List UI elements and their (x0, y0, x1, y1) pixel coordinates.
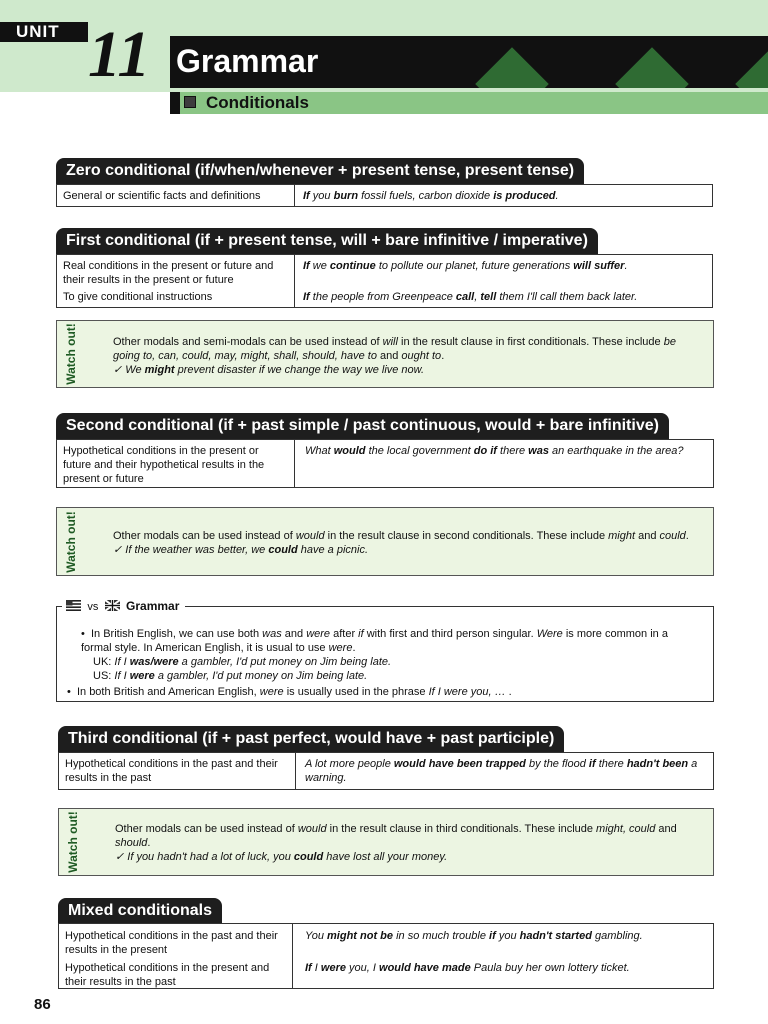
grammar-box-title (62, 598, 185, 615)
second-use: Hypothetical conditions in the present or future and their hypothetical results in the present or future (63, 445, 265, 485)
mixed-conditionals-table (58, 923, 714, 989)
us-flag-icon (66, 600, 81, 611)
first-conditional-heading: First conditional (if + present tense, will + bare infinitive / imperative) (56, 228, 598, 254)
watch-out-sidebar (57, 321, 85, 387)
unit-number: 11 (88, 18, 151, 91)
mixed-use-1: Hypothetical conditions in the past and their results in the present (65, 930, 278, 956)
watch-out-text: Other modals can be used instead of would in the result clause in second conditionals. These include might and could. (113, 530, 689, 542)
unit-label: UNIT (0, 22, 88, 42)
third-conditional-table (58, 752, 714, 790)
watch-out-example: ✓ If the weather was better, we could have a picnic. (113, 544, 369, 556)
zero-conditional-table (56, 184, 713, 207)
watch-out-box (56, 320, 714, 388)
zero-example: If you burn fossil fuels, carbon dioxide is produced. (303, 190, 559, 202)
title-bar (170, 36, 768, 88)
first-example-1: If we continue to pollute our planet, future generations will suffer. (303, 260, 628, 272)
zero-use: General or scientific facts and definitions (63, 190, 261, 202)
watch-out-text: Other modals can be used instead of would in the result clause in third conditionals. These include might, could and should. (115, 823, 677, 849)
mixed-example-1: You might not be in so much trouble if you hadn't started gambling. (305, 930, 643, 942)
watch-out-example: ✓ We might prevent disaster if we change the way we live now. (113, 364, 425, 376)
watch-out-label: Watch out! (64, 323, 78, 385)
first-example-2: If the people from Greenpeace call, tell them I'll call them back later. (303, 291, 638, 303)
uk-flag-icon (105, 600, 120, 611)
decorative-diamond (735, 47, 768, 88)
watch-out-box (56, 507, 714, 576)
second-conditional-heading: Second conditional (if + past simple / past continuous, would + bare infinitive) (56, 413, 669, 439)
watch-out-sidebar (57, 508, 85, 575)
watch-out-sidebar (59, 809, 87, 875)
first-use-2: To give conditional instructions (63, 291, 213, 303)
us-vs-uk-grammar-box (56, 606, 714, 702)
first-use-1: Real conditions in the present or future and their results in the present or future (63, 260, 274, 286)
second-example: What would the local government do if there was an earthquake in the area? (305, 445, 684, 457)
watch-out-label: Watch out! (64, 510, 78, 573)
square-bullet-icon (184, 96, 196, 108)
decorative-diamond (615, 47, 689, 88)
grammar-label: Grammar (126, 599, 180, 613)
mixed-use-2: Hypothetical conditions in the present and their results in the past (65, 962, 270, 988)
zero-conditional-heading: Zero conditional (if/when/whenever + present tense, present tense) (56, 158, 584, 184)
third-example: A lot more people would have been trapped by the flood if there hadn't been a warning. (305, 758, 698, 784)
second-conditional-table (56, 439, 714, 488)
us-example: US: If I were a gambler, I'd put money on Jim being late. (93, 670, 368, 682)
third-use: Hypothetical conditions in the past and their results in the past (65, 758, 278, 784)
watch-out-text: Other modals and semi-modals can be used instead of will in the result clause in first conditionals. These include be going to, can, could, may, might, shall, should, have to and ought to. (113, 336, 676, 362)
mixed-example-2: If I were you, I would have made Paula buy her own lottery ticket. (305, 962, 630, 974)
uk-example: UK: If I was/were a gambler, I'd put money on Jim being late. (93, 656, 392, 668)
vs-label: vs (87, 601, 99, 613)
mixed-conditionals-heading: Mixed conditionals (58, 898, 222, 924)
grammar-bullet-2: • In both British and American English, were is usually used in the phrase If I were you, … . (67, 686, 512, 698)
watch-out-example: ✓ If you hadn't had a lot of luck, you could have lost all your money. (115, 851, 448, 863)
page-subtitle: Conditionals (206, 93, 309, 112)
watch-out-label: Watch out! (66, 811, 80, 873)
subtitle-bar-marker (170, 92, 180, 114)
first-conditional-table (56, 254, 713, 308)
grammar-bullet-1: • In British English, we can use both was and were after if with first and third person singular. Were is more common in a formal style. In American English, it is usual to use were. (81, 628, 668, 654)
watch-out-box (58, 808, 714, 876)
page-title: Grammar (176, 43, 319, 79)
decorative-diamond (475, 47, 549, 88)
page-number: 86 (34, 996, 51, 1013)
third-conditional-heading: Third conditional (if + past perfect, would have + past participle) (58, 726, 564, 752)
